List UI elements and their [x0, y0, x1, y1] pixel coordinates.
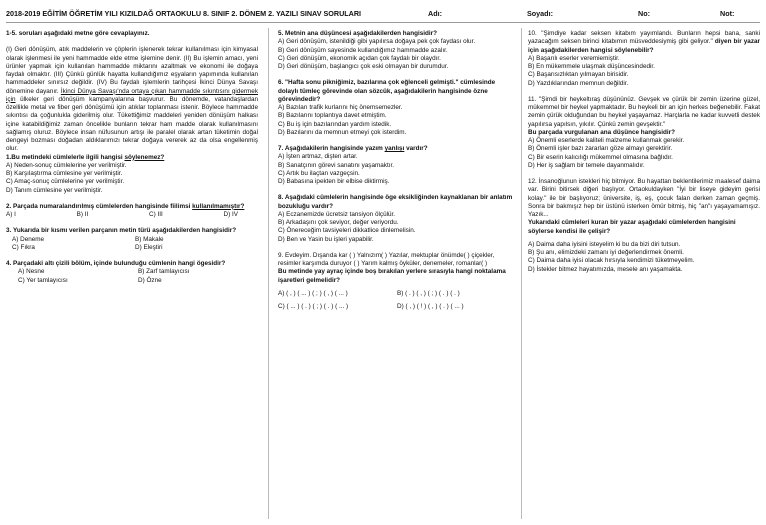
intro-instruction: 1-5. soruları aşağıdaki metne göre cevaplayınız.	[6, 30, 150, 37]
q3-option-a: A) Deneme	[12, 235, 45, 243]
question-12-text: 12. İnsanoğlunun istekleri hiç bitmiyor. Bu hayattan beklentilerimiz maalesef daima var. Birini bitirsek diğeri başlıyor. Ortaokuldayken "İyi bir liseye gideyim gerisi kolay." ile bir başlıyoruz; üniversite, iş, eş, çocuk falan derken zaman geçmiş. Sonra bir bakmışız hep bir üstünü isterken ömür bitmiş, hiç "an"ı yaşayamamışız. Yazık...	[528, 178, 760, 218]
column-divider-1	[268, 28, 269, 519]
q7-option-b: B) Sanatçının görevi sanatını yaşamaktır.	[278, 161, 395, 169]
q8-option-b: B) Arkadaşını çok seviyor, değer veriyordu.	[278, 219, 399, 226]
q9-option-b: B) ( . ) ( , ) ( ; ) ( . ) ( . )	[397, 289, 460, 297]
q12-option-c: C) Daima daha iyisi olacak hırsıyla kendimizi tüketmeyelim.	[528, 257, 695, 265]
q8-option-a: A) Eczanemizde ücretsiz tansiyon ölçülür.	[278, 210, 396, 218]
q1-option-a: A) Neden-sonuç cümlelerine yer verilmiştir.	[6, 161, 127, 169]
q10-option-b: B) En mükemmele ulaşmak düşüncesindedir.	[528, 63, 655, 70]
q4-options-row-2	[6, 277, 258, 285]
q11-option-c: C) Bir eserin kalıcılığı mükemmel olmasına bağlıdır.	[528, 153, 673, 161]
q6-option-d: D) Bazılarını da memnun etmeyi çok isterdim.	[278, 128, 407, 136]
q7-option-a: A) İşten artmaz, dişten artar.	[278, 153, 358, 161]
q5-option-d: D) Geri dönüşüm, başlangıcı çok eski olmayan bir durumdur.	[278, 63, 449, 70]
q11-option-b: B) Önemli işler bazı zararları göze almayı gerektirir.	[528, 145, 673, 153]
q4-option-c: C) Yer tamlayıcısı	[18, 276, 68, 284]
passage-underlined: İkinci Dünya Savaşı'nda ortaya çıkan hammadde sıkıntısını gidermek için	[6, 87, 258, 103]
q9-options-row-1	[278, 290, 516, 298]
q2-option-c: C) III	[149, 211, 163, 218]
q3-option-d: D) Eleştiri	[135, 243, 163, 251]
q8-option-c: C) Önereceğim tavsiyeleri dikkatlice dinlemelisin.	[278, 227, 416, 235]
question-10: 10. "Şimdiye kadar seksen kitabım yayımlandı. Bunların hepsi bana, sanki yazacağım seksen birinci kitabımın müsveddesiymiş gibi geliyor." diyen bir yazar için aşağıdakilerden hangisi söylenebilir?	[528, 30, 760, 54]
name-label: Adı:	[428, 9, 442, 18]
q10-option-a: A) Başarılı eserler veremiemiştir.	[528, 54, 620, 62]
question-9: Bu metinde yay ayraç içinde boş bırakılan yerlere sırasıyla hangi noktalama işaretleri gelmelidir?	[278, 268, 506, 284]
question-11: Bu parçada vurgulanan ana düşünce hangisidir?	[528, 128, 675, 136]
q1-option-d: D) Tanım cümlesine yer verilmiştir.	[6, 186, 103, 194]
q5-option-c: C) Geri dönüşüm, ekonomik açıdan çok faydalı bir olaydır.	[278, 54, 441, 62]
q12-option-b: B) Şu anı, elimizdeki zamanı iyi değerlendirmek önemli.	[528, 249, 684, 256]
q2-option-b: B) II	[76, 211, 89, 218]
question-1: 1.Bu metindeki cümlelerle ilgili hangisi söylenemez?	[6, 153, 165, 161]
q9-option-c: C) ( ... ) ( . ) ( ; ) ( . ) ( ... )	[278, 303, 349, 310]
question-5: 5. Metnin ana düşüncesi aşağıdakilerden hangisidir?	[278, 30, 437, 37]
question-7: 7. Aşağıdakilerin hangisinde yazım yanlışı vardır?	[278, 145, 428, 152]
q4-option-d: D) Özne	[138, 276, 162, 284]
q2-options	[6, 211, 258, 219]
column-2	[278, 30, 516, 311]
q3-option-c: C) Fıkra	[12, 243, 35, 251]
q12-option-d: D) İstekler bitmez hayatımızda, mesele anı yaşamakta.	[528, 265, 683, 273]
q9-options-row-2	[278, 303, 516, 311]
column-1	[6, 30, 258, 285]
q3-options-row-2	[6, 244, 258, 252]
q6-option-a: A) Bazıları trafik kurlarını hiç önemsemezler.	[278, 104, 403, 111]
q7-option-d: D) Babasına ipekten bir elbise diktirmiş.	[278, 178, 390, 185]
q2-option-d: D) IV	[223, 211, 238, 218]
q10-option-c: C) Başarısızlıktan yılmayan birisidir.	[528, 71, 629, 79]
q3-options-row-1	[6, 236, 258, 244]
exam-title: 2018-2019 EĞİTİM ÖĞRETİM YILI KIZILDAĞ ORTAOKULU 8. SINIF 2. DÖNEM 2. YAZILI SINAV SORULARI	[6, 9, 362, 18]
question-11-text: 11. "Şimdi bir heykeltıraş düşününüz. Gevşek ve çürük bir zemin üzerine güzel, mükemmel bir heykel yapmaktadır. Bu heykeli bir an için herkes beğenebilir. Fakat zemin çürük olduğundan bu heykel yaşayamaz. Harçlarla ne kadar kuvvetli destek yapılırsa yapılsın, yıkılır. Çünkü zemin gevşektir."	[528, 95, 760, 128]
q7-option-c: C) Artık bu ilaçtan vazgeçsin.	[278, 169, 360, 177]
q4-option-a: A) Nesne	[18, 268, 45, 276]
question-4: 4. Parçadaki altı çizili bölüm, içinde bulunduğu cümlenin hangi ögesidir?	[6, 260, 226, 267]
q9-option-a: A) ( , ) ( ... ) ( ; ) ( , ) ( ... )	[278, 289, 348, 297]
grade-label: Not:	[720, 9, 735, 18]
column-3	[528, 30, 760, 274]
q11-option-a: A) Önemli eserlerde kaliteli malzeme kullanmak gerekir.	[528, 137, 685, 144]
question-2: 2. Parçada numaralandırılmış cümlelerden hangisinde fiilimsi kullanılmamıştır?	[6, 202, 245, 210]
question-8: 8. Aşağıdaki cümlelerin hangisinde öge eksikliğinden kaynaklanan bir anlatım bozukluğu vardır?	[278, 194, 513, 210]
number-label: No:	[638, 9, 650, 18]
q11-option-d: D) Her iş sağlam bir temele dayanmalıdır.	[528, 161, 645, 169]
q10-option-d: D) Yazdıklarından memnun değildir.	[528, 79, 629, 87]
column-divider-2	[521, 28, 522, 519]
q1-option-b: B) Karşılaştırma cümlesine yer verilmiştir.	[6, 170, 123, 177]
q1-option-c: C) Amaç-sonuç cümlelerine yer verilmiştir.	[6, 178, 125, 186]
q4-option-b: B) Zarf tamlayıcısı	[138, 268, 190, 276]
passage-part-2: ülkeler geri dönüşüm kampanyalarına başvurur. Bu dönemde, vatandaşlardan özellikle metal ve fiber geri dönüşümü için atıklar toplanması istenir. Böylece hammadde sıkıntısı da çoğunlukla giderilmiş olur. Tükettiğimiz maddeleri yeniden dönüşüm halkası içine katabildiğimiz zaman öncelikle bunların tekrar ham madde olarak kullanılmasını sağlamış oluruz. Böylece insan nüfusunun artışı ile paralel olarak artan tüketimin doğal dengeyi bozması doğadan aldıklarımızı tekrar doğaya vererek az da olsa engellenmiş olur.	[6, 95, 259, 153]
q12-option-a: A) Daima daha iyisini isteyelim ki bu da bizi diri tutsun.	[528, 240, 681, 248]
q3-option-b: B) Makale	[135, 235, 164, 243]
q8-option-d: D) Ben ve Yasin bu işleri yapabilir.	[278, 235, 374, 243]
question-9-text: 9. Evdeyim. Dışarıda kar ( ) Yalnızım( ) Yazılar, mektuplar önümde( ) çiçekler, resimler karşımda duruyor ( ) Yarım kalmış öyküler, denemeler, romanlar( )	[278, 251, 495, 267]
header-divider	[6, 22, 760, 23]
question-6: 6. "Hafta sonu pikniğimiz, bazılarına çok eğlenceli gelmişti." cümlesinde dolaylı tümleç görevinde olan sözcük, aşağıdakilerin hangisinde özne görevindedir?	[278, 79, 496, 103]
question-3: 3. Yukarıda bir kısmı verilen parçanın metin türü aşağıdakilerden hangisidir?	[6, 227, 237, 235]
q2-option-a: A) I	[6, 211, 16, 218]
question-12: Yukarıdaki cümleleri kuran bir yazar aşağıdaki cümlelerden hangisini söylerse kendisi ile çelişir?	[528, 219, 736, 235]
q5-option-b: B) Geri dönüşüm sayesinde kullandığımız hammadde azalır.	[278, 46, 448, 54]
passage-part-1: (I) Geri dönüşüm, atık maddelerin ve çöplerin işlenerek tekrar kullanılması için kimyasal olarak işlenmesi ile yeni hammadde elde etme işlemine denir. (II) Bu işlemin amacı, yeni ürünler yapmak için kullanılan hammadde miktarını azaltmak ve ekonomi ile doğaya faydalı olmaktır. (III) Çünkü günlük hayatta kullandığımız eşyaların yapımında kullanılan hammaddeler sınırsız değildir. (IV) Bu faydalı işlemlerin tarihçesi İkinci Dünya Savaşı dönemine dayanır.	[6, 46, 258, 95]
q5-option-a: A) Geri dönüşüm, istenildiği gibi yapılırsa doğaya pek çok faydası olur.	[278, 38, 476, 46]
q6-option-b: B) Bazılarını toplantıya davet etmiştim.	[278, 112, 387, 120]
q6-option-c: C) Bu iş için bazılarından yardım istedik.	[278, 120, 392, 128]
q9-option-d: D) ( , ) ( ! ) ( , ) ( . ) ( ... )	[397, 303, 464, 310]
q4-options-row-1	[6, 268, 258, 276]
surname-label: Soyadı:	[527, 9, 553, 18]
reading-passage	[6, 46, 258, 153]
